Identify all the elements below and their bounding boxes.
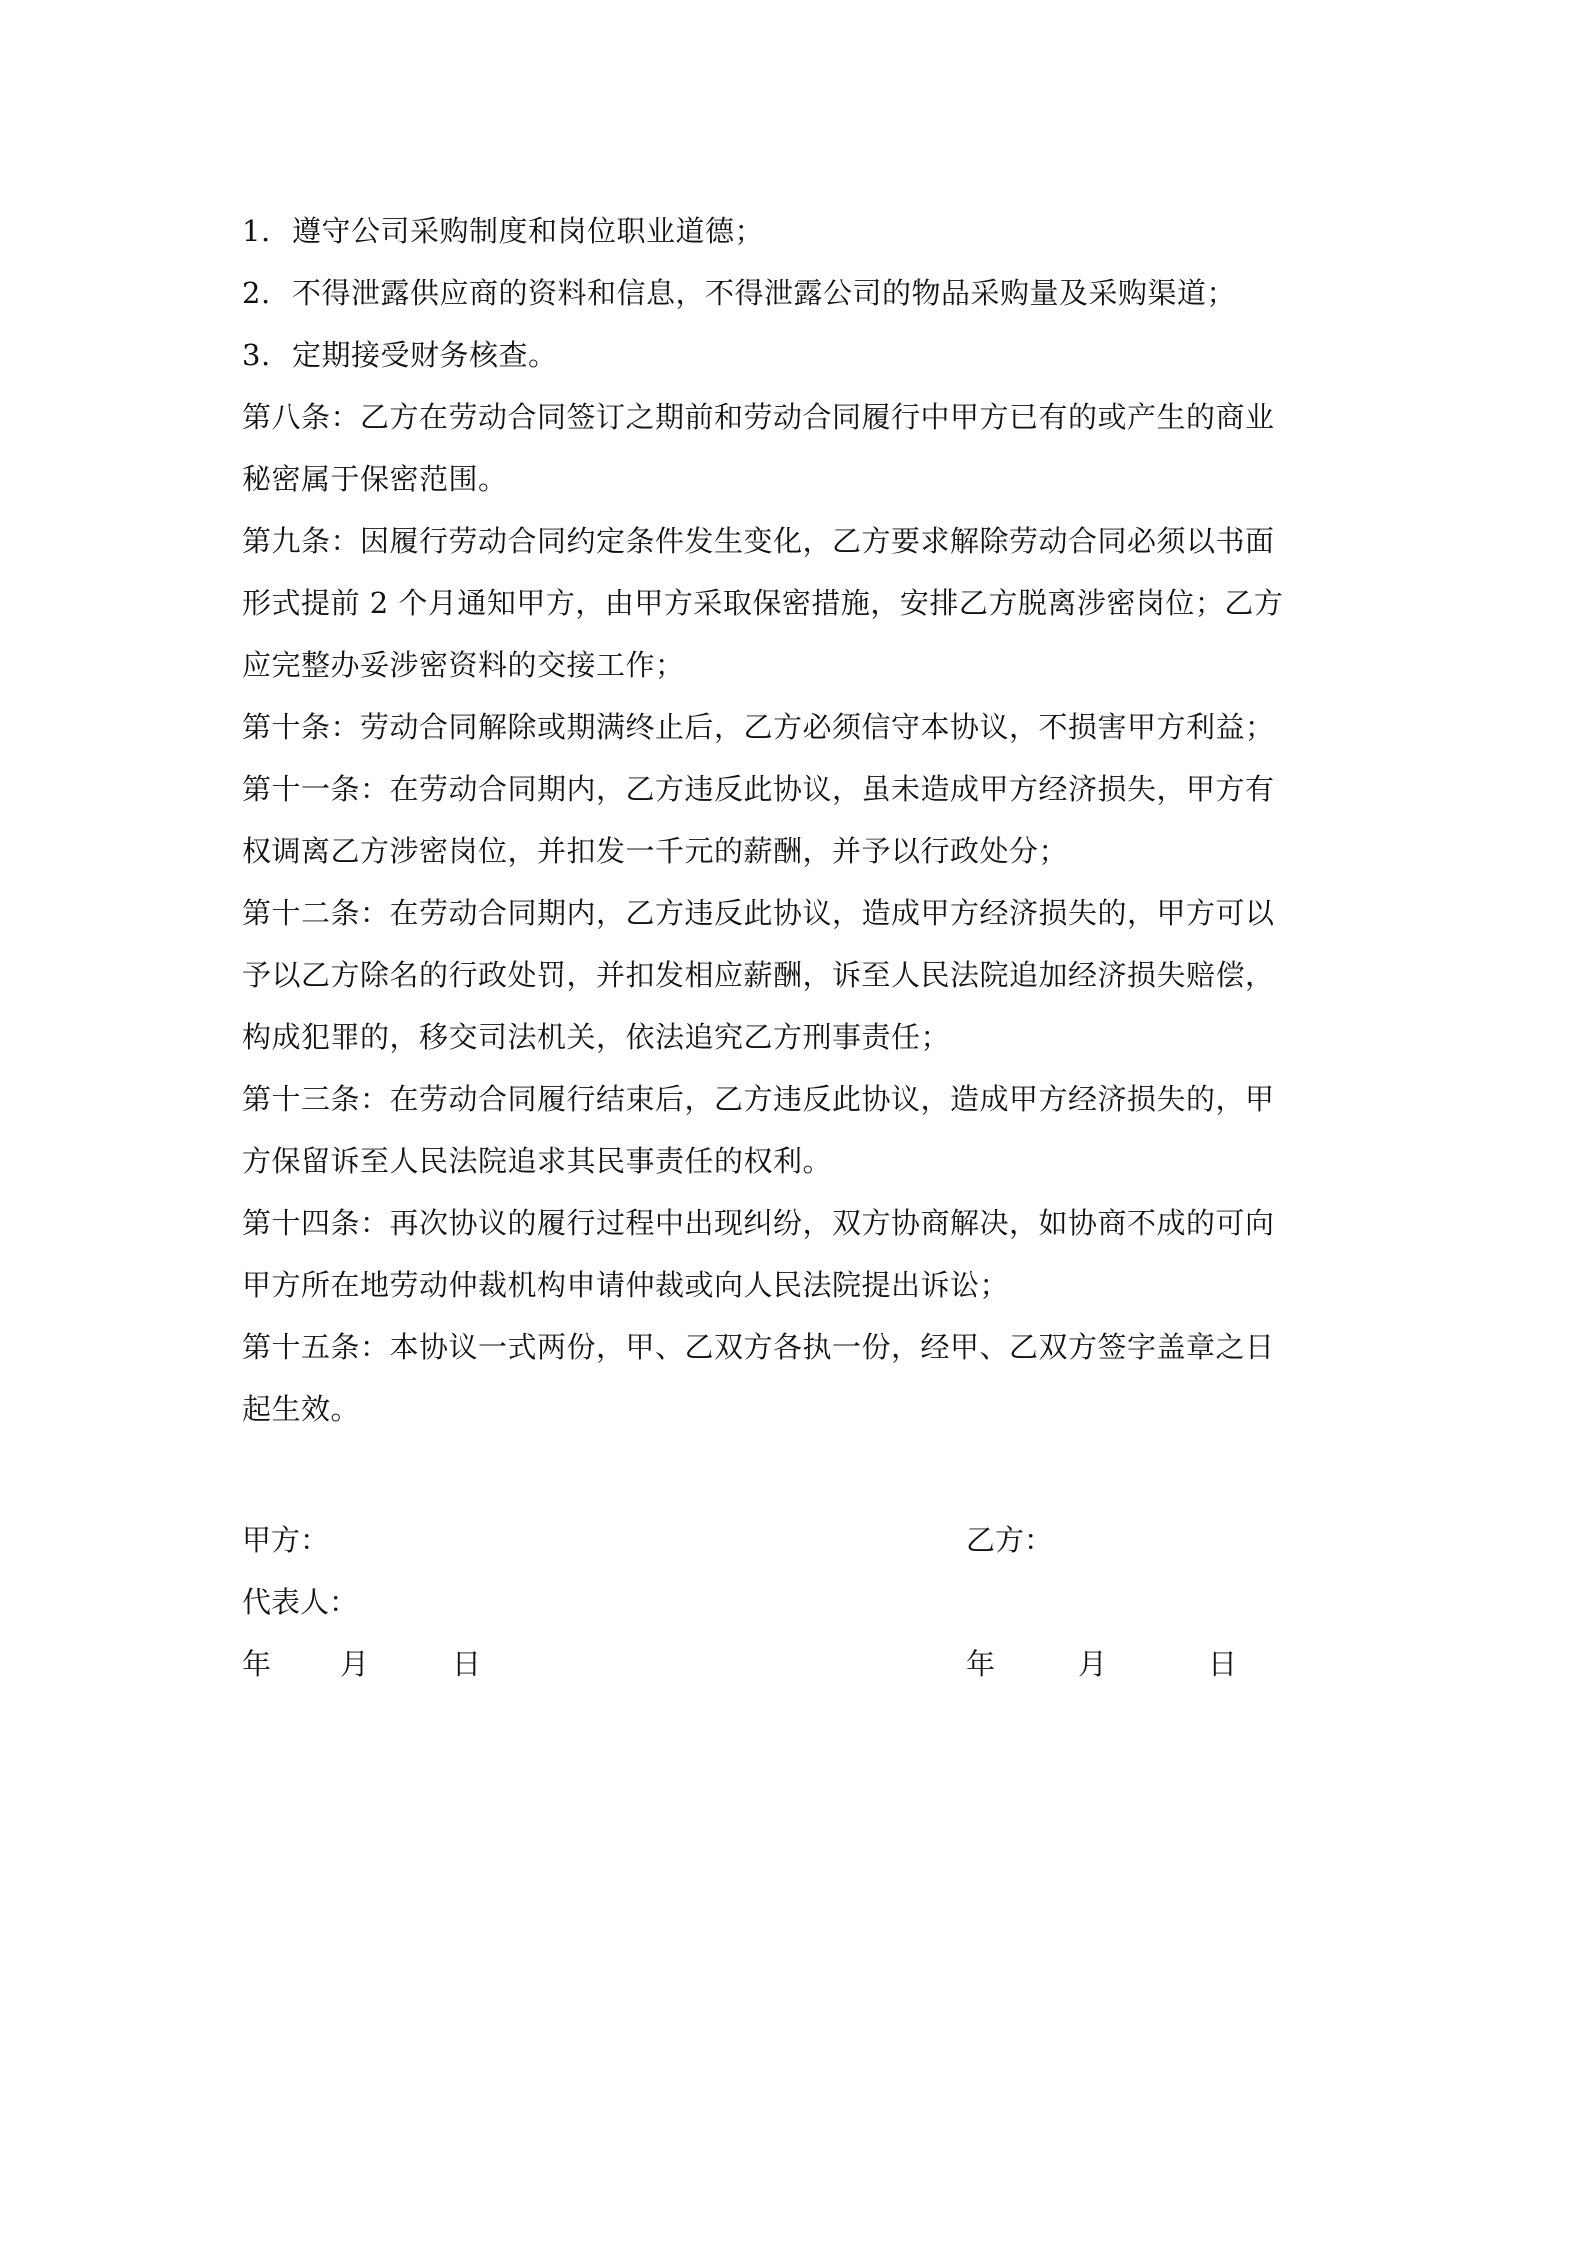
text-line: 第十四条：再次协议的履行过程中出现纠纷，双方协商解决，如协商不成的可向 xyxy=(242,1206,1275,1240)
text-line: 第十条：劳动合同解除或期满终止后，乙方必须信守本协议，不损害甲方利益； xyxy=(242,710,1275,744)
text-line: 予以乙方除名的行政处罚，并扣发相应薪酬，诉至人民法院追加经济损失赔偿， xyxy=(242,958,1275,992)
date-row xyxy=(0,1633,1587,1695)
list-text: 定期接受财务核查。 xyxy=(292,338,558,372)
representative-label: 代表人： xyxy=(242,1585,359,1619)
document-body xyxy=(242,200,1352,1440)
text-line: 第八条：乙方在劳动合同签订之期前和劳动合同履行中甲方已有的或产生的商业 xyxy=(242,400,1275,434)
party-b-label: 乙方： xyxy=(966,1523,1054,1557)
list-text: 遵守公司采购制度和岗位职业道德； xyxy=(292,214,765,248)
text-line: 秘密属于保密范围。 xyxy=(242,462,508,496)
party-a-month: 月 xyxy=(340,1647,370,1681)
article-10 xyxy=(242,696,1352,758)
text-line: 起生效。 xyxy=(242,1392,361,1426)
text-line: 第十一条：在劳动合同期内，乙方违反此协议，虽未造成甲方经济损失，甲方有 xyxy=(242,772,1275,806)
list-number: 1. xyxy=(242,214,271,248)
list-number: 2. xyxy=(242,276,271,310)
article-13 xyxy=(242,1068,1352,1192)
text-line: 第十五条：本协议一式两份，甲、乙双方各执一份，经甲、乙双方签字盖章之日 xyxy=(242,1330,1275,1364)
list-item xyxy=(242,324,1352,386)
party-a-year: 年 xyxy=(242,1647,272,1681)
list-item xyxy=(242,262,1352,324)
party-b-year: 年 xyxy=(966,1647,996,1681)
party-b-day: 日 xyxy=(1208,1647,1238,1681)
text-line: 方保留诉至人民法院追求其民事责任的权利。 xyxy=(242,1144,833,1178)
text-line: 甲方所在地劳动仲裁机构申请仲裁或向人民法院提出诉讼； xyxy=(242,1268,1010,1302)
article-14 xyxy=(242,1192,1352,1316)
list-text: 不得泄露供应商的资料和信息，不得泄露公司的物品采购量及采购渠道； xyxy=(292,276,1237,310)
party-a-day: 日 xyxy=(452,1647,482,1681)
article-15 xyxy=(242,1316,1352,1440)
text-line: 应完整办妥涉密资料的交接工作； xyxy=(242,648,685,682)
party-a-label: 甲方： xyxy=(242,1523,330,1557)
text-line: 第十二条：在劳动合同期内，乙方违反此协议，造成甲方经济损失的，甲方可以 xyxy=(242,896,1275,930)
article-9 xyxy=(242,510,1352,696)
text-line: 形式提前 2 个月通知甲方，由甲方采取保密措施，安排乙方脱离涉密岗位；乙方 xyxy=(242,586,1284,620)
text-line: 第九条：因履行劳动合同约定条件发生变化，乙方要求解除劳动合同必须以书面 xyxy=(242,524,1275,558)
list-number: 3. xyxy=(242,338,271,372)
article-8 xyxy=(242,386,1352,510)
list-item xyxy=(242,200,1352,262)
article-11 xyxy=(242,758,1352,882)
article-12 xyxy=(242,882,1352,1068)
text-line: 构成犯罪的，移交司法机关，依法追究乙方刑事责任； xyxy=(242,1020,951,1054)
party-b-month: 月 xyxy=(1078,1647,1108,1681)
text-line: 第十三条：在劳动合同履行结束后，乙方违反此协议，造成甲方经济损失的，甲 xyxy=(242,1082,1275,1116)
text-line: 权调离乙方涉密岗位，并扣发一千元的薪酬，并予以行政处分； xyxy=(242,834,1069,868)
